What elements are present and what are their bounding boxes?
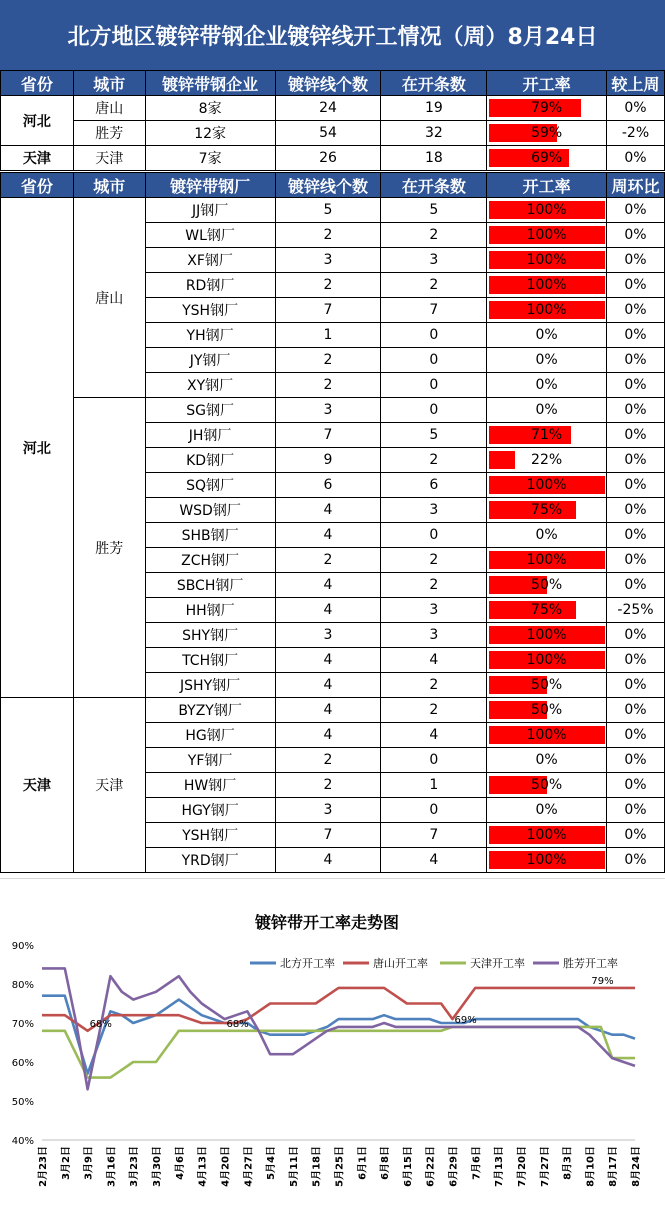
table-row [1,198,665,223]
rate-value: 75% [531,602,563,618]
lines-cell: 3 [275,798,381,823]
mill-name-cell: TCH钢厂 [145,648,275,673]
x-tick-label: 6月1日 [357,1146,369,1180]
running-cell: 7 [381,823,487,848]
city-cell: 唐山 [73,96,145,121]
wow-cell: 0% [606,573,664,598]
rate-cell [487,198,607,223]
lines-cell: 4 [275,698,381,723]
lines-cell: 26 [275,146,381,171]
mill-name-cell: KD钢厂 [145,448,275,473]
mill-name-cell: BYZY钢厂 [145,698,275,723]
running-cell: 3 [381,598,487,623]
series-line-1 [42,988,635,1031]
running-cell: 5 [381,423,487,448]
page-title: 北方地区镀锌带钢企业镀锌线开工情况（周）8月24日 [0,0,665,70]
col-header-wow: 周环比 [606,173,664,198]
rate-cell [487,323,607,348]
mill-name-cell: HGY钢厂 [145,798,275,823]
table-row [1,398,665,423]
rate-value: 0% [535,802,558,818]
col-header-city: 城市 [73,71,145,96]
summary-row [1,146,665,171]
running-cell: 0 [381,373,487,398]
legend-label: 天津开工率 [470,957,525,970]
rate-cell [487,248,607,273]
x-tick-label: 3月9日 [83,1146,95,1180]
mill-name-cell: YH钢厂 [145,323,275,348]
rate-cell [487,848,607,873]
rate-value: 100% [526,277,567,293]
mill-name-cell: SQ钢厂 [145,473,275,498]
lines-cell: 2 [275,748,381,773]
running-cell: 2 [381,673,487,698]
running-cell: 32 [381,121,487,146]
rate-value: 50% [531,777,563,793]
rate-bar [489,451,515,469]
y-tick-label: 60% [11,1058,34,1069]
mill-name-cell: XF钢厂 [145,248,275,273]
x-tick-label: 7月13日 [494,1146,506,1187]
x-tick-label: 6月29日 [448,1146,460,1187]
lines-cell: 24 [275,96,381,121]
rate-cell [487,423,607,448]
col-header-lines: 镀锌线个数 [275,71,381,96]
running-cell: 7 [381,298,487,323]
x-tick-label: 6月22日 [425,1146,437,1187]
lines-cell: 2 [275,373,381,398]
running-cell: 4 [381,648,487,673]
mill-name-cell: JSHY钢厂 [145,673,275,698]
wow-cell: 0% [606,323,664,348]
x-tick-label: 8月3日 [562,1146,574,1180]
rate-cell [487,773,607,798]
wow-cell: 0% [606,473,664,498]
legend-label: 胜芳开工率 [563,957,618,970]
lines-cell: 4 [275,573,381,598]
running-cell: 1 [381,773,487,798]
mill-name-cell: SHY钢厂 [145,623,275,648]
running-cell: 0 [381,798,487,823]
companies-cell: 7家 [145,146,275,171]
col-header-companies: 镀锌带钢企业 [145,71,275,96]
rate-value: 100% [526,202,567,218]
mill-name-cell: HW钢厂 [145,773,275,798]
rate-cell [487,298,607,323]
lines-cell: 2 [275,348,381,373]
wow-cell: 0% [606,648,664,673]
mill-name-cell: RD钢厂 [145,273,275,298]
data-label: 79% [591,975,614,987]
wow-cell: 0% [606,723,664,748]
city-cell: 天津 [73,698,145,873]
wow-cell: 0% [606,423,664,448]
running-cell: 2 [381,448,487,473]
chart-title: 镀锌带开工率走势图 [254,913,400,932]
x-tick-label: 4月20日 [220,1146,232,1187]
rate-value: 100% [526,652,567,668]
rate-value: 100% [526,302,567,318]
rate-cell [487,398,607,423]
col-header-mill: 镀锌带钢厂 [145,173,275,198]
rate-value: 50% [531,577,563,593]
x-tick-label: 8月10日 [585,1146,597,1187]
y-tick-label: 50% [11,1097,34,1108]
running-cell: 19 [381,96,487,121]
wow-cell: 0% [606,348,664,373]
running-cell: 0 [381,348,487,373]
x-tick-label: 3月23日 [129,1146,141,1187]
rate-cell [487,548,607,573]
rate-value: 71% [531,427,563,443]
rate-cell [487,748,607,773]
lines-cell: 4 [275,848,381,873]
mill-name-cell: SBCH钢厂 [145,573,275,598]
rate-cell [487,373,607,398]
rate-value: 59% [531,125,563,141]
wow-cell: -2% [606,121,664,146]
legend-label: 北方开工率 [280,957,335,970]
running-cell: 3 [381,498,487,523]
running-cell: 3 [381,623,487,648]
rate-value: 100% [526,552,567,568]
mill-name-cell: ZCH钢厂 [145,548,275,573]
lines-cell: 6 [275,473,381,498]
rate-value: 50% [531,702,563,718]
rate-cell [487,498,607,523]
wow-cell: 0% [606,773,664,798]
lines-cell: 2 [275,548,381,573]
lines-cell: 4 [275,723,381,748]
rate-value: 100% [526,477,567,493]
lines-cell: 4 [275,648,381,673]
running-cell: 0 [381,523,487,548]
rate-value: 100% [526,727,567,743]
summary-row [1,96,665,121]
mill-name-cell: YF钢厂 [145,748,275,773]
rate-cell [487,598,607,623]
rate-cell [487,573,607,598]
rate-value: 0% [535,527,558,543]
x-tick-label: 8月24日 [631,1146,642,1187]
mill-name-cell: YRD钢厂 [145,848,275,873]
lines-cell: 7 [275,823,381,848]
running-cell: 5 [381,198,487,223]
rate-value: 100% [526,852,567,868]
rate-cell [487,673,607,698]
rate-value: 100% [526,227,567,243]
running-cell: 0 [381,323,487,348]
mill-name-cell: SG钢厂 [145,398,275,423]
rate-cell [487,798,607,823]
col-header-province: 省份 [1,173,74,198]
wow-cell: 0% [606,523,664,548]
mill-name-cell: WL钢厂 [145,223,275,248]
x-tick-label: 5月18日 [311,1146,323,1187]
x-tick-label: 4月13日 [197,1146,209,1187]
col-header-rate: 开工率 [487,71,607,96]
table-row [1,698,665,723]
lines-cell: 3 [275,623,381,648]
province-cell: 天津 [1,698,74,873]
city-cell: 胜芳 [73,398,145,698]
mill-name-cell: JJ钢厂 [145,198,275,223]
rate-value: 0% [535,377,558,393]
x-tick-label: 7月6日 [471,1146,483,1180]
rate-cell [487,623,607,648]
province-cell: 天津 [1,146,74,171]
col-header-running: 在开条数 [381,71,487,96]
x-tick-label: 4月6日 [174,1146,186,1180]
rate-cell [487,273,607,298]
detail-header-row [1,173,665,198]
col-header-rate: 开工率 [487,173,607,198]
col-header-running: 在开条数 [381,173,487,198]
data-label: 69% [454,1014,477,1026]
rate-cell [487,146,607,171]
rate-cell [487,448,607,473]
col-header-province: 省份 [1,71,74,96]
rate-value: 22% [531,452,563,468]
y-tick-label: 70% [11,1019,34,1030]
y-tick-label: 40% [11,1136,34,1147]
rate-cell [487,96,607,121]
wow-cell: 0% [606,398,664,423]
x-tick-label: 3月30日 [152,1146,164,1187]
rate-cell [487,523,607,548]
y-tick-label: 90% [11,941,34,952]
running-cell: 2 [381,223,487,248]
rate-value: 100% [526,252,567,268]
running-cell: 0 [381,748,487,773]
mill-name-cell: XY钢厂 [145,373,275,398]
lines-cell: 3 [275,248,381,273]
wow-cell: 0% [606,748,664,773]
x-tick-label: 5月25日 [334,1146,346,1187]
lines-cell: 1 [275,323,381,348]
companies-cell: 8家 [145,96,275,121]
wow-cell: 0% [606,373,664,398]
lines-cell: 2 [275,273,381,298]
running-cell: 2 [381,273,487,298]
x-tick-label: 3月2日 [60,1146,72,1180]
lines-cell: 7 [275,423,381,448]
rate-cell [487,121,607,146]
summary-table [0,70,665,171]
rate-value: 0% [535,327,558,343]
lines-cell: 3 [275,398,381,423]
city-cell: 唐山 [73,198,145,398]
lines-cell: 4 [275,523,381,548]
rate-value: 50% [531,677,563,693]
x-tick-label: 4月27日 [243,1146,255,1187]
rate-cell [487,823,607,848]
trend-chart-panel [0,878,665,1223]
rate-cell [487,348,607,373]
wow-cell: 0% [606,623,664,648]
x-tick-label: 7月27日 [539,1146,551,1187]
running-cell: 2 [381,573,487,598]
col-header-city: 城市 [73,173,145,198]
rate-value: 75% [531,502,563,518]
rate-cell [487,223,607,248]
mill-name-cell: HH钢厂 [145,598,275,623]
lines-cell: 4 [275,673,381,698]
summary-header-row [1,71,665,96]
wow-cell: 0% [606,96,664,121]
lines-cell: 54 [275,121,381,146]
data-label: 68% [89,1018,112,1030]
lines-cell: 5 [275,198,381,223]
running-cell: 0 [381,398,487,423]
city-cell: 天津 [73,146,145,171]
running-cell: 2 [381,548,487,573]
city-cell: 胜芳 [73,121,145,146]
wow-cell: 0% [606,498,664,523]
x-tick-label: 3月16日 [106,1146,118,1187]
lines-cell: 2 [275,223,381,248]
rate-cell [487,698,607,723]
wow-cell: 0% [606,146,664,171]
trend-chart [0,879,665,1223]
mill-name-cell: YSH钢厂 [145,298,275,323]
running-cell: 3 [381,248,487,273]
lines-cell: 4 [275,498,381,523]
wow-cell: 0% [606,448,664,473]
wow-cell: 0% [606,823,664,848]
wow-cell: -25% [606,598,664,623]
rate-value: 0% [535,352,558,368]
rate-cell [487,473,607,498]
mill-name-cell: JY钢厂 [145,348,275,373]
mill-name-cell: WSD钢厂 [145,498,275,523]
rate-value: 79% [531,100,563,116]
lines-cell: 7 [275,298,381,323]
rate-value: 100% [526,627,567,643]
wow-cell: 0% [606,548,664,573]
x-tick-label: 6月8日 [380,1146,392,1180]
wow-cell: 0% [606,673,664,698]
wow-cell: 0% [606,798,664,823]
mill-name-cell: JH钢厂 [145,423,275,448]
wow-cell: 0% [606,273,664,298]
y-tick-label: 80% [11,980,34,991]
legend-label: 唐山开工率 [373,957,428,970]
rate-value: 100% [526,827,567,843]
detail-table [0,172,665,873]
x-tick-label: 5月4日 [266,1146,278,1180]
wow-cell: 0% [606,698,664,723]
rate-cell [487,723,607,748]
province-cell: 河北 [1,198,74,698]
rate-cell [487,648,607,673]
lines-cell: 4 [275,598,381,623]
col-header-wow: 较上周 [606,71,664,96]
wow-cell: 0% [606,223,664,248]
running-cell: 2 [381,698,487,723]
series-line-2 [42,1027,635,1078]
wow-cell: 0% [606,848,664,873]
running-cell: 18 [381,146,487,171]
running-cell: 6 [381,473,487,498]
x-tick-label: 5月11日 [288,1146,300,1187]
x-tick-label: 2月23日 [38,1146,49,1187]
x-tick-label: 7月20日 [516,1146,528,1187]
x-tick-label: 8月17日 [608,1146,620,1187]
mill-name-cell: HG钢厂 [145,723,275,748]
wow-cell: 0% [606,248,664,273]
running-cell: 4 [381,848,487,873]
running-cell: 4 [381,723,487,748]
wow-cell: 0% [606,298,664,323]
rate-value: 0% [535,752,558,768]
col-header-lines: 镀锌线个数 [275,173,381,198]
series-line-3 [42,968,635,1089]
mill-name-cell: YSH钢厂 [145,823,275,848]
rate-value: 69% [531,150,563,166]
x-tick-label: 6月15日 [402,1146,414,1187]
rate-value: 0% [535,402,558,418]
lines-cell: 9 [275,448,381,473]
province-cell: 河北 [1,96,74,146]
wow-cell: 0% [606,198,664,223]
lines-cell: 2 [275,773,381,798]
mill-name-cell: SHB钢厂 [145,523,275,548]
companies-cell: 12家 [145,121,275,146]
data-label: 68% [226,1018,249,1030]
summary-row [1,121,665,146]
